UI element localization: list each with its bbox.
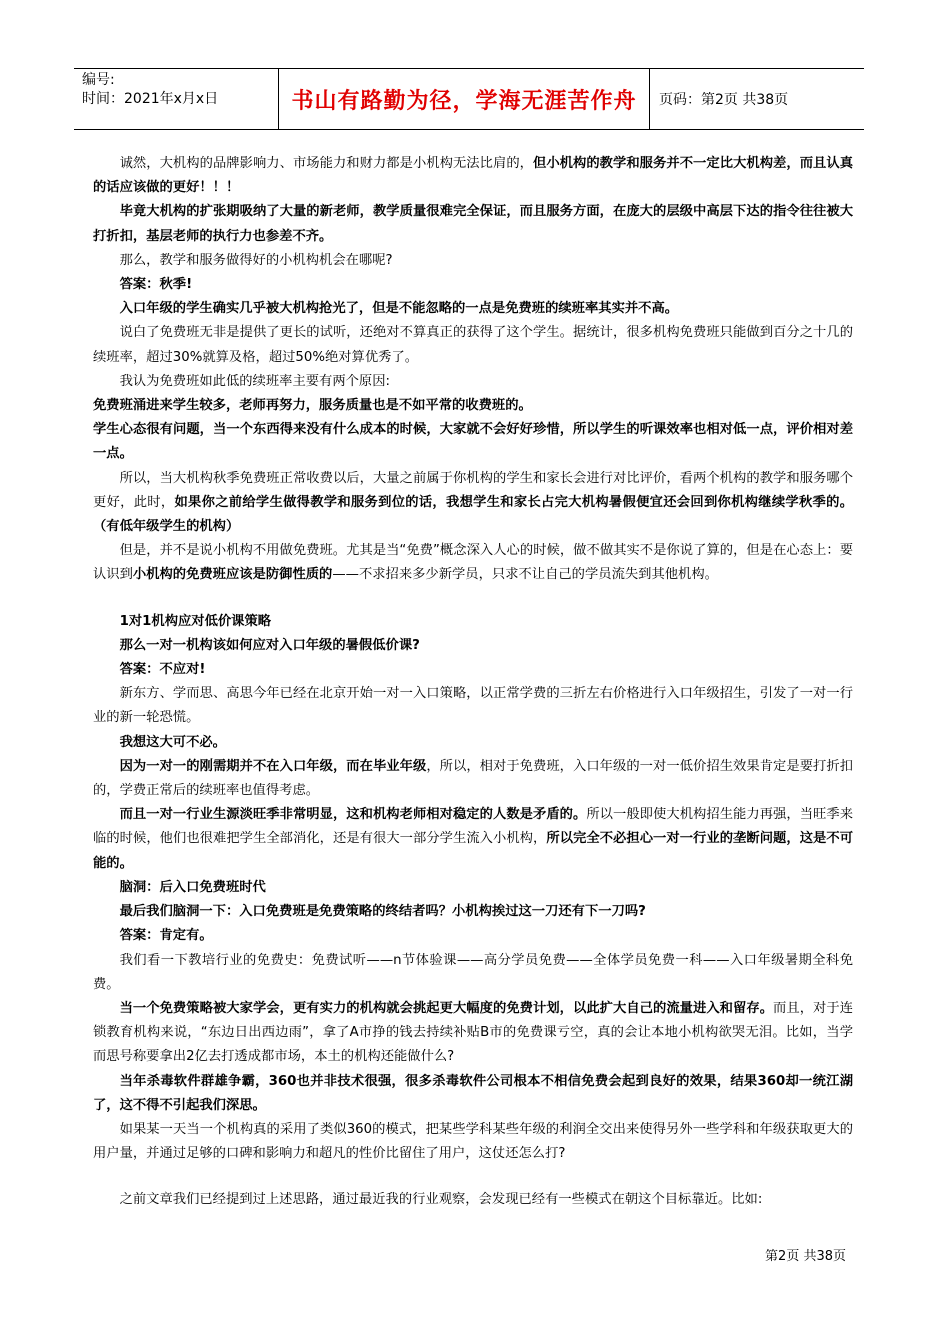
paragraph xyxy=(93,803,853,876)
article-body xyxy=(93,152,853,1213)
bold-text: 那么一对一机构该如何应对入口年级的暑假低价课? xyxy=(119,637,420,653)
bold-text: 但小机构的教学和服务并不一定比大机构差，而且认真的话应该做的更好！！！ xyxy=(93,156,854,196)
bold-text: 答案：肯定有。 xyxy=(119,928,213,944)
bold-text: 小机构的免费班应该是防御性质的 xyxy=(132,567,333,583)
paragraph xyxy=(93,370,853,394)
paragraph xyxy=(93,731,853,755)
text: 如果某一天当一个机构真的采用了类似360的模式，把某些学科某些年级的利润全交出来使得另外一些学科和年级获取更大的用户量，并通过足够的口碑和影响力和超凡的性价比留住了用户，这仗还怎么打? xyxy=(93,1121,853,1162)
text: 但是，并不是说小机构不用做免费班。尤其是当“免费”概念深入人心的时候，做不做其实不是你说了算的，但是在心态上：要认识到 xyxy=(93,543,853,583)
bold-text: 我想这大可不必。 xyxy=(119,734,226,750)
paragraph xyxy=(93,949,853,997)
header-meta xyxy=(82,71,278,109)
paragraph-gap xyxy=(93,1166,853,1188)
document-number-label: 编号: xyxy=(82,72,115,88)
text: 那么，教学和服务做得好的小机构机会在哪呢? xyxy=(119,252,393,268)
paragraph xyxy=(93,249,853,273)
text: 而且，对于连锁教育机构来说，“东边日出西边雨”，拿了A市挣的钱去持续补贴B市的免费课亏空，真的会让本地小机构欲哭无泪。比如，当学而思号称要拿出2亿去打透成都市场，本土的机构还能做什么? xyxy=(93,1000,854,1065)
paragraph xyxy=(93,297,853,321)
paragraph xyxy=(93,394,853,418)
bold-text: 最后我们脑洞一下：入口免费班是免费策略的终结者吗？小机构挨过这一刀还有下一刀吗? xyxy=(119,904,646,920)
page-header xyxy=(74,68,864,130)
paragraph xyxy=(93,755,853,803)
paragraph xyxy=(93,1188,853,1212)
page-footer: 第2页 共38页 xyxy=(765,1249,846,1264)
paragraph xyxy=(93,152,853,200)
bold-text: 学生心态很有问题，当一个东西得来没有什么成本的时候，大家就不会好好珍惜，所以学生的听课效率也相对低一点，评价相对差一点。 xyxy=(93,422,853,462)
header-page-info: 页码：第2页 共38页 xyxy=(659,92,789,108)
text: 新东方、学而思、高思今年已经在北京开始一对一入口策略，以正常学费的三折左右价格进行入口年级招生，引发了一对一行业的新一轮恐慌。 xyxy=(93,686,853,726)
text: 所以，当大机构秋季免费班正常收费以后，大量之前属于你机构的学生和家长会进行对比评价，看两个机构的教学和服务哪个更好，此时， xyxy=(93,470,853,510)
paragraph xyxy=(93,1070,853,1118)
bold-text: 入口年级的学生确实几乎被大机构抢光了，但是不能忽略的一点是免费班的续班率其实并不高。 xyxy=(119,301,679,317)
header-motto: 书山有路勤为径，学海无涯苦作舟 xyxy=(291,87,637,114)
header-divider xyxy=(649,69,650,129)
bold-text: 答案：秋季! xyxy=(119,277,193,293)
bold-text: 答案：不应对! xyxy=(119,662,206,678)
text: 诚然，大机构的品牌影响力、市场能力和财力都是小机构无法比肩的， xyxy=(119,156,533,171)
bold-text: 所以完全不必担心一对一行业的垄断问题，这是不可能的。 xyxy=(93,831,854,871)
paragraph xyxy=(93,682,853,730)
paragraph xyxy=(93,900,853,924)
bold-text: 脑洞：后入口免费班时代 xyxy=(119,879,266,895)
bold-text: 1对1机构应对低价课策略 xyxy=(119,613,272,629)
paragraph xyxy=(93,634,853,658)
bold-text: 当年杀毒软件群雄争霸，360也并非技术很强，很多杀毒软件公司根本不相信免费会起到良好的效果，结果360却一统江湖了，这不得不引起我们深思。 xyxy=(93,1073,853,1113)
bold-text: 毕竟大机构的扩张期吸纳了大量的新老师，教学质量很难完全保证，而且服务方面，在庞大的层级中高层下达的指令往往被大打折扣，基层老师的执行力也参差不齐。 xyxy=(93,204,853,244)
paragraph xyxy=(93,1118,853,1166)
paragraph xyxy=(93,273,853,297)
text: 之前文章我们已经提到过上述思路，通过最近我的行业观察，会发现已经有一些模式在朝这个目标靠近。比如: xyxy=(119,1192,763,1208)
paragraph xyxy=(93,539,853,587)
text: ——不求招来多少新学员，只求不让自己的学员流失到其他机构。 xyxy=(332,567,718,583)
text: 我认为免费班如此低的续班率主要有两个原因: xyxy=(119,373,391,389)
paragraph xyxy=(93,467,853,540)
bold-text: 因为一对一的刚需期并不在入口年级，而在毕业年级 xyxy=(119,758,427,774)
bold-text: 免费班涌进来学生较多，老师再努力，服务质量也是不如平常的收费班的。 xyxy=(93,398,532,414)
text: ，所以，相对于免费班，入口年级的一对一低价招生效果肯定是要打折扣的，学费正常后的续班率也值得考虑。 xyxy=(93,758,854,799)
text: 说白了免费班无非是提供了更长的试听，还绝对不算真正的获得了这个学生。据统计，很多机构免费班只能做到百分之十几的续班率，超过30%就算及格，超过50%绝对算优秀了。 xyxy=(93,325,853,365)
bold-text: 如果你之前给学生做得教学和服务到位的话，我想学生和家长占完大机构暑假便宜还会回到你机构继续学秋季的。（有低年级学生的机构） xyxy=(93,494,854,535)
paragraph xyxy=(93,418,853,466)
document-time: 时间：2021年x月x日 xyxy=(82,91,219,107)
paragraph xyxy=(93,321,853,369)
paragraph xyxy=(93,876,853,900)
text: 所以一般即使大机构招生能力再强，当旺季来临的时候，他们也很难把学生全部消化，还是有很大一部分学生流入小机构， xyxy=(93,807,854,847)
paragraph-gap xyxy=(93,588,853,610)
paragraph xyxy=(93,658,853,682)
text: 我们看一下教培行业的免费史：免费试听——n节体验课——高分学员免费——全体学员免费一科——入口年级暑期全科免费。 xyxy=(93,952,853,992)
bold-text: 当一个免费策略被大家学会，更有实力的机构就会挑起更大幅度的免费计划，以此扩大自己的流量进入和留存。 xyxy=(119,1000,774,1016)
paragraph xyxy=(93,200,853,248)
paragraph xyxy=(93,924,853,948)
paragraph xyxy=(93,610,853,634)
paragraph xyxy=(93,997,853,1070)
bold-text: 而且一对一行业生源淡旺季非常明显，这和机构老师相对稳定的人数是矛盾的。 xyxy=(119,807,587,823)
